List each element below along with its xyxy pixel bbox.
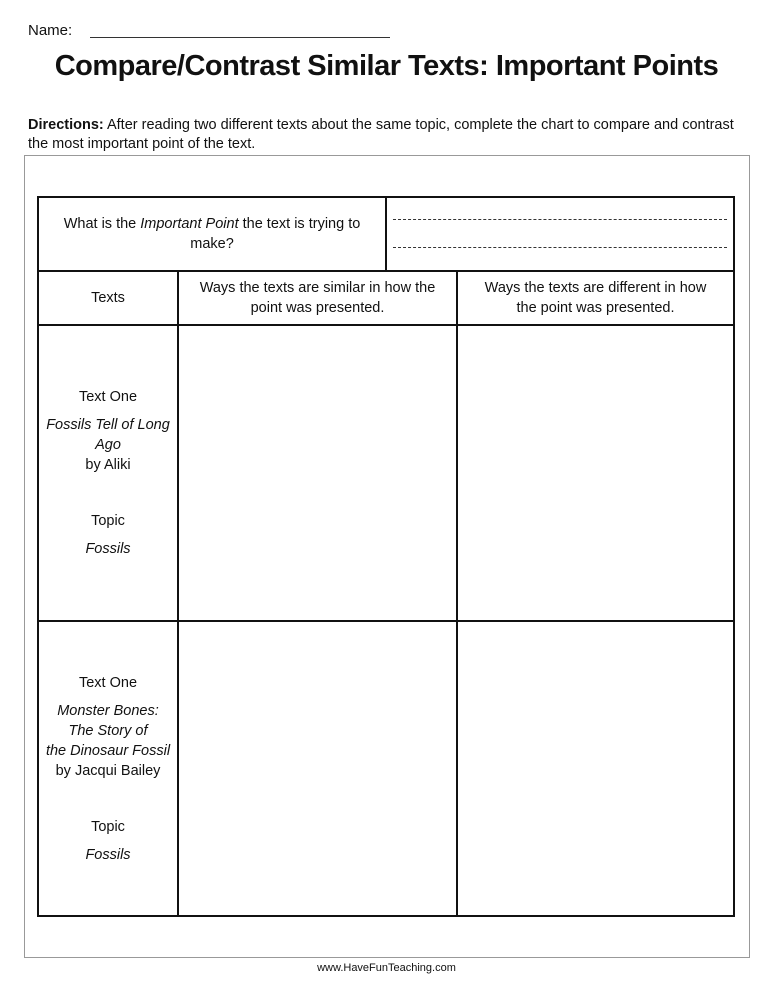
topic-label: Topic	[91, 818, 125, 835]
text-info-cell-1	[37, 324, 179, 622]
different-answer-1[interactable]	[456, 324, 735, 622]
question-italic: Important Point	[140, 216, 239, 232]
header-similar: Ways the texts are similar in how the point was presented.	[177, 270, 458, 326]
text-author: by Jacqui Bailey	[55, 762, 161, 779]
name-label: Name:	[28, 22, 73, 39]
different-answer-2[interactable]	[456, 620, 735, 917]
topic-value: Fossils	[85, 541, 131, 557]
header-different: Ways the texts are different in how the point was presented.	[456, 270, 735, 326]
topic-value: Fossils	[85, 846, 131, 863]
directions	[28, 116, 748, 154]
similar-answer-2[interactable]	[177, 620, 458, 917]
directions-text: After reading two different texts about the same topic, complete the chart to compare and contrast the most important point of the text.	[28, 117, 734, 152]
answer-cell[interactable]	[385, 196, 735, 272]
answer-line[interactable]	[393, 247, 727, 248]
page-title: Compare/Contrast Similar Texts: Important Points	[54, 50, 719, 82]
answer-line[interactable]	[393, 219, 727, 220]
text-label: Text One	[78, 389, 138, 405]
question-text-end: the text is trying to make?	[190, 216, 361, 252]
name-input[interactable]	[90, 37, 390, 38]
text-author: by Aliki	[85, 457, 131, 473]
similar-answer-1[interactable]	[177, 324, 458, 622]
question-cell	[37, 196, 387, 272]
directions-label: Directions:	[28, 117, 104, 133]
text-title: the Dinosaur Fossil	[45, 742, 171, 759]
text-title: Monster Bones:	[57, 702, 159, 719]
topic-label: Topic	[91, 513, 125, 529]
question-text: What is the	[63, 216, 141, 232]
text-title: Ago	[95, 437, 121, 453]
text-label: Text One	[78, 674, 138, 691]
header-texts: Texts	[37, 270, 179, 326]
text-title: Fossils Tell of Long	[46, 417, 170, 433]
footer-url: www.HaveFunTeaching.com	[317, 962, 456, 974]
text-info-cell-2	[37, 620, 179, 917]
text-title: The Story of	[68, 722, 148, 739]
